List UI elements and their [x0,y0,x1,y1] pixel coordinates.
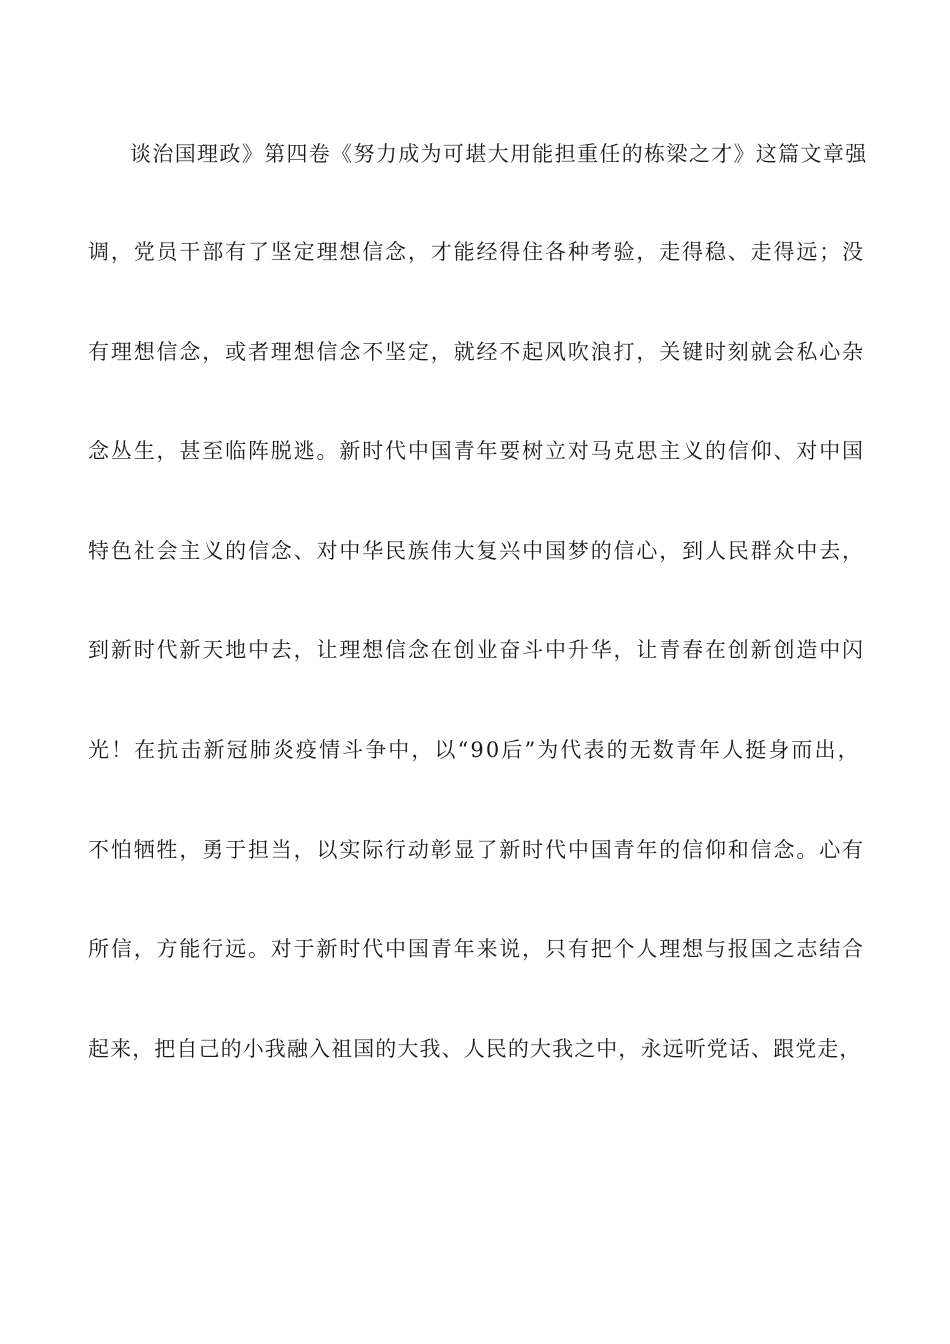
paragraph-line: 有理想信念，或者理想信念不坚定，就经不起风吹浪打，关键时刻就会私心杂 [88,340,865,364]
paragraph-line: 光！在抗击新冠肺炎疫情斗争中，以“90后”为代表的无数青年人挺身而出， [88,738,861,762]
paragraph-line: 谈治国理政》第四卷《努力成为可堪大用能担重任的栋梁之才》这篇文章强 [130,142,868,166]
paragraph-line: 特色社会主义的信念、对中华民族伟大复兴中国梦的信心，到人民群众中去， [88,539,865,563]
paragraph-line: 调，党员干部有了坚定理想信念，才能经得住各种考验，走得稳、走得远；没 [88,240,865,264]
paragraph-line: 念丛生，甚至临阵脱逃。新时代中国青年要树立对马克思主义的信仰、对中国 [88,439,865,463]
paragraph-line: 所信，方能行远。对于新时代中国青年来说，只有把个人理想与报国之志结合 [88,937,865,961]
paragraph-line: 起来，把自己的小我融入祖国的大我、人民的大我之中，永远听党话、跟党走， [88,1037,862,1061]
paragraph-line: 到新时代新天地中去，让理想信念在创业奋斗中升华，让青春在创新创造中闪 [88,638,865,662]
paragraph-line: 不怕牺牲，勇于担当，以实际行动彰显了新时代中国青年的信仰和信念。心有 [88,838,865,862]
